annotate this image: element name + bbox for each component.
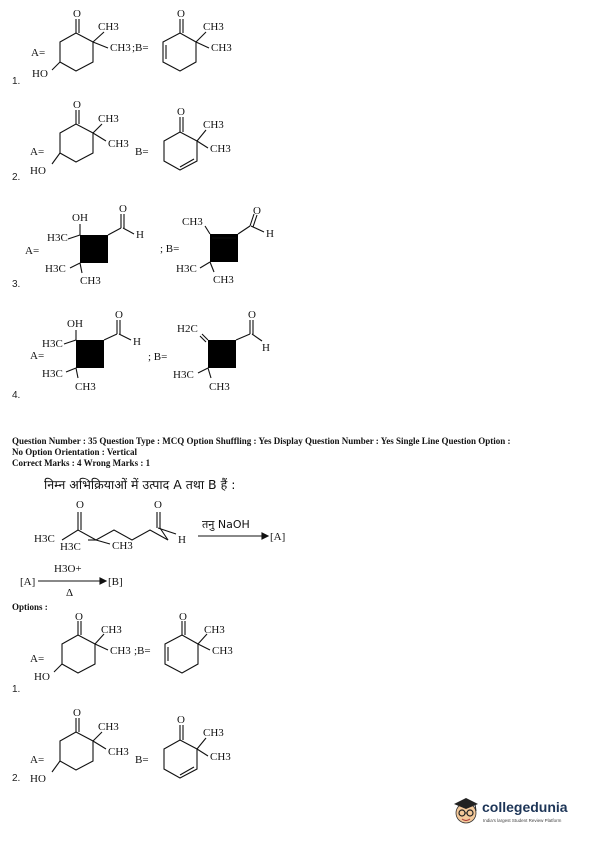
atom-label: CH3 — [98, 113, 119, 125]
atom-label: HO — [30, 165, 46, 177]
atom-label: H — [178, 534, 186, 546]
bond-line — [196, 42, 209, 48]
atom-label: A= — [25, 245, 40, 257]
option-3-structure — [0, 200, 595, 300]
atom-label: O — [75, 611, 83, 623]
bond-line — [197, 738, 206, 749]
atom-label: CH3 — [204, 624, 225, 636]
bond-line — [123, 228, 134, 234]
option-number: 1. — [12, 76, 21, 87]
atom-label: O — [115, 309, 123, 321]
question-meta: Question Number : 35 Question Type : MCQ Option Shuffling : Yes Display Question Number : Yes Single Line Question Option : No Option Orientation : Vertical Correct Marks : 4 Wrong Marks : 1 — [12, 436, 587, 469]
option-4-structure — [0, 308, 595, 408]
atom-label: O — [253, 205, 261, 217]
atom-label: CH3 — [182, 216, 203, 228]
marks-info: Correct Marks : 4 Wrong Marks : 1 — [12, 458, 151, 468]
bond-line — [76, 340, 104, 368]
atom-label: O — [177, 8, 185, 20]
atom-label: CH3 — [75, 381, 96, 393]
bond-line — [210, 262, 214, 272]
atom-label: HO — [30, 773, 46, 785]
atom-label: CH3 — [210, 143, 231, 155]
bond-line — [80, 235, 108, 263]
bond-line — [198, 644, 210, 650]
oxygen-label: O — [73, 8, 81, 20]
bond-line — [64, 340, 76, 344]
atom-label: [A] — [270, 531, 286, 543]
atom-label: ;B= — [132, 42, 149, 54]
bond-line — [165, 635, 198, 673]
atom-label: CH3 — [209, 381, 230, 393]
atom-label: तनु NaOH — [202, 518, 250, 531]
bond-line — [93, 133, 106, 141]
atom-label: O — [177, 714, 185, 726]
atom-label: Δ — [66, 587, 74, 599]
reaction-scheme — [0, 490, 595, 610]
bond-line — [52, 153, 60, 164]
atom-label: O — [248, 309, 256, 321]
atom-label: H2C — [177, 323, 198, 335]
bond-line — [93, 732, 102, 741]
bond-line — [54, 664, 62, 672]
atom-label: A= — [30, 754, 45, 766]
atom-label: ; B= — [160, 243, 180, 255]
option-number: 4. — [12, 390, 21, 401]
option-number: 2. — [12, 172, 21, 183]
atom-label: CH3 — [108, 746, 129, 758]
bond-line — [93, 32, 104, 42]
atom-label: CH3 — [210, 751, 231, 763]
bond-line — [93, 124, 102, 133]
atom-label: A= — [31, 47, 46, 59]
options-label: Options : — [12, 602, 48, 612]
brand-name: collegedunia — [482, 799, 568, 815]
atom-label: CH3 — [203, 727, 224, 739]
atom-label: CH3 — [98, 21, 119, 33]
bond-line — [251, 226, 264, 232]
atom-label: O — [179, 611, 187, 623]
atom-label: H3O+ — [54, 563, 82, 575]
atom-label: CH3 — [212, 645, 233, 657]
question-text: निम्न अभिक्रियाओं में उत्पाद A तथा B हैं : — [44, 477, 236, 492]
atom-label: H3C — [45, 263, 66, 275]
atom-label: [A] — [20, 576, 36, 588]
mascot-icon — [452, 796, 480, 826]
atom-label: A= — [30, 350, 45, 362]
atom-label: CH3 — [110, 42, 131, 54]
atom-label: O — [76, 499, 84, 511]
atom-label: H3C — [173, 369, 194, 381]
atom-label: CH3 — [211, 42, 232, 54]
bond-line — [52, 62, 60, 70]
bond-line — [95, 644, 108, 650]
bond-line — [100, 578, 106, 584]
bond-line — [62, 635, 95, 673]
atom-label: CH3 — [80, 275, 101, 287]
atom-label: CH3 — [112, 540, 133, 552]
brand-tagline: India's largest Student Review Platform — [483, 818, 562, 823]
bond-line — [60, 124, 93, 162]
bond-line — [76, 368, 78, 378]
atom-label: OH — [72, 212, 88, 224]
atom-label: CH3 — [108, 138, 129, 150]
option-number: 3. — [12, 279, 21, 290]
bond-line — [208, 368, 211, 378]
atom-label: H — [266, 228, 274, 240]
atom-label: CH3 — [213, 274, 234, 286]
bond-line — [66, 368, 76, 372]
option-1-structure — [0, 0, 595, 100]
atom-label: O — [119, 203, 127, 215]
bond-line — [197, 130, 206, 141]
bond-line — [70, 263, 80, 268]
bond-line — [238, 226, 250, 234]
atom-label: B= — [135, 754, 149, 766]
bond-line — [60, 33, 93, 71]
atom-label: CH3 — [98, 721, 119, 733]
atom-label: H — [262, 342, 270, 354]
atom-label: CH3 — [110, 645, 131, 657]
bond-line — [198, 368, 208, 373]
atom-label: HO — [32, 68, 48, 80]
atom-label: HO — [34, 671, 50, 683]
bond-line — [93, 741, 106, 749]
atom-label: H3C — [42, 368, 63, 380]
bond-line — [80, 263, 82, 273]
atom-label: H3C — [47, 232, 68, 244]
atom-label: H — [136, 229, 144, 241]
atom-label: H3C — [42, 338, 63, 350]
bond-line — [197, 749, 208, 756]
bond-line — [262, 533, 268, 539]
bond-line — [236, 334, 250, 340]
bond-line — [197, 141, 208, 148]
atom-label: A= — [30, 146, 45, 158]
option-number: 2. — [12, 773, 21, 784]
atom-label: OH — [67, 318, 83, 330]
option-2-answer-structure[interactable] — [0, 708, 595, 798]
option-2-structure — [0, 100, 595, 200]
atom-label: CH3 — [203, 119, 224, 131]
bond-line — [196, 32, 206, 42]
atom-label: H3C — [34, 533, 55, 545]
option-1-answer-structure[interactable] — [0, 612, 595, 702]
atom-label: H3C — [176, 263, 197, 275]
bond-line — [60, 732, 93, 770]
bond-line — [164, 132, 197, 170]
bond-line — [200, 262, 210, 268]
bond-line — [119, 334, 131, 340]
bond-line — [164, 740, 197, 778]
bond-line — [62, 530, 168, 540]
atom-label: H — [133, 336, 141, 348]
bond-line — [96, 540, 110, 544]
atom-label: CH3 — [101, 624, 122, 636]
bond-line — [108, 228, 121, 235]
atom-label: B= — [135, 146, 149, 158]
bond-line — [205, 226, 210, 234]
atom-label: O — [154, 499, 162, 511]
bond-line — [163, 33, 196, 71]
bond-line — [68, 235, 80, 239]
atom-label: O — [73, 99, 81, 111]
bond-line — [158, 528, 176, 534]
bond-line — [93, 42, 108, 48]
atom-label: A= — [30, 653, 45, 665]
atom-label: ;B= — [134, 645, 151, 657]
atom-label: O — [177, 106, 185, 118]
bond-line — [52, 761, 60, 772]
bond-line — [252, 334, 262, 341]
atom-label: ; B= — [148, 351, 168, 363]
atom-label: CH3 — [203, 21, 224, 33]
option-number: 1. — [12, 684, 21, 695]
collegedunia-logo — [452, 796, 588, 832]
bond-line — [104, 334, 117, 340]
atom-label: [B] — [108, 576, 123, 588]
bond-line — [208, 340, 236, 368]
atom-label: H3C — [60, 541, 81, 553]
atom-label: O — [73, 707, 81, 719]
